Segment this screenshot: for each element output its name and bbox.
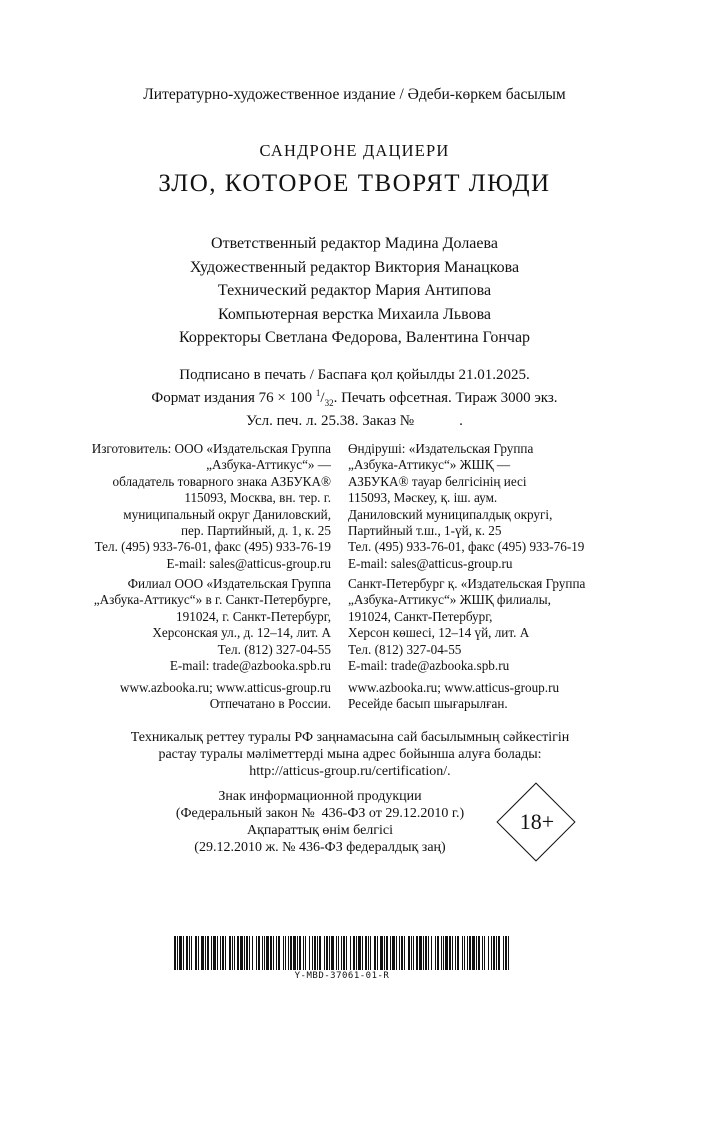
certification-url: http://atticus-group.ru/certification/. [249, 764, 451, 779]
credit-line: Ответственный редактор Мадина Долаева [211, 235, 498, 252]
manufacturer-ru-line: „Азбука-Аттикус“» — [206, 457, 331, 473]
manufacturer-ru-line: обладатель товарного знака АЗБУКА® [112, 473, 331, 489]
author-name: САНДРОНЕ ДАЦИЕРИ [259, 141, 450, 160]
branch-kz-line: Тел. (812) 327-04-55 [348, 641, 462, 657]
format-numerator: 1 [315, 388, 321, 398]
footer-kz [348, 680, 648, 713]
book-title: ЗЛО, КОТОРОЕ ТВОРЯТ ЛЮДИ [158, 170, 551, 197]
manufacturer-ru [60, 441, 331, 572]
credit-line: Компьютерная верстка Михаила Львова [217, 305, 492, 323]
format-suffix: . Печать офсетная. Тираж 3000 экз. [333, 390, 558, 406]
manufacturer-ru-line: пер. Партийный, д. 1, к. 25 [180, 523, 331, 539]
barcode-icon [174, 936, 510, 970]
credit-line: Корректоры Светлана Федорова, Валентина Гончар [178, 329, 531, 346]
age-rating-text: 18+ [519, 809, 555, 834]
certification-note [0, 729, 700, 780]
websites-ru: www.azbooka.ru; www.atticus-group.ru [119, 680, 331, 695]
branch-kz-line: E-mail: trade@azbooka.spb.ru [348, 658, 510, 674]
manufacturer-kz [348, 441, 648, 572]
credit-line: Технический редактор Мария Антипова [217, 282, 492, 299]
info-mark-line: Ақпараттық өнім белгісі [246, 823, 394, 838]
branch-kz-line: Санкт-Петербург қ. «Издательская Группа [348, 576, 586, 591]
branch-ru-line: 191024, г. Санкт-Петербург, [176, 608, 331, 624]
printed-in-kz: Ресейде басып шығарылған. [348, 696, 508, 712]
branch-ru-line: Херсонская ул., д. 12–14, лит. А [152, 625, 331, 641]
age-rating-badge [496, 782, 578, 864]
barcode [174, 936, 510, 986]
certification-line: растау туралы мәліметтерді мына адрес бойынша алуға болады: [158, 747, 542, 762]
manufacturer-kz-line: 115093, Мәскеу, қ. іш. аум. [348, 490, 498, 506]
genre-line: Литературно-художественное издание / Әдеби-көркем басылым [143, 86, 566, 103]
info-product-mark [150, 788, 490, 856]
branch-ru [60, 576, 331, 674]
branch-ru-line: Филиал ООО «Издательская Группа [127, 576, 331, 591]
branch-ru-line: E-mail: trade@azbooka.spb.ru [169, 658, 331, 674]
branch-kz-line: 191024, Санкт-Петербург, [348, 608, 493, 624]
certification-line: Техникалық реттеу туралы РФ заңнамасына сай басылымның сәйкестігін [130, 730, 570, 745]
manufacturer-ru-line: E-mail: sales@atticus-group.ru [166, 555, 331, 571]
info-mark-line: Знак информационной продукции [218, 789, 422, 804]
editorial-credits [0, 232, 709, 350]
barcode-text: Y-MBD-37061-01-R [294, 971, 390, 981]
manufacturer-ru-line: муниципальный округ Даниловский, [123, 506, 331, 522]
manufacturer-kz-line: Даниловский муниципалдық округі, [348, 506, 553, 522]
manufacturer-kz-line: Тел. (495) 933-76-01, факс (495) 933-76-19 [348, 539, 585, 555]
manufacturer-kz-line: Өндіруші: «Издательская Группа [348, 441, 534, 456]
footer-ru [60, 680, 331, 713]
manufacturer-ru-line: Тел. (495) 933-76-01, факс (495) 933-76-19 [94, 539, 331, 555]
manufacturer-ru-line: Изготовитель: ООО «Издательская Группа [91, 441, 331, 456]
format-slash: / [320, 390, 325, 406]
info-mark-line: (Федеральный закон № 436-ФЗ от 29.12.2010 г.) [175, 806, 465, 821]
branch-kz [348, 576, 648, 674]
printing-info [0, 366, 709, 430]
printed-in-ru: Отпечатано в России. [209, 696, 331, 712]
branch-kz-line: Херсон көшесі, 12–14 үй, лит. А [348, 625, 530, 641]
manufacturer-kz-line: Партийный т.ш., 1-үй, к. 25 [348, 523, 502, 539]
format-prefix: Формат издания 76 × 100 [151, 390, 316, 406]
manufacturer-ru-line: 115093, Москва, вн. тер. г. [184, 490, 331, 506]
branch-kz-line: „Азбука-Аттикус“» ЖШҚ филиалы, [348, 592, 551, 608]
manufacturer-kz-line: АЗБУКА® тауар белгісінің иесі [348, 473, 527, 489]
signed-to-print: Подписано в печать / Баспаға қол қойылды 21.01.2025. [179, 367, 530, 383]
format-line [0, 384, 709, 412]
order-line: Усл. печ. л. 25.38. Заказ № . [246, 413, 463, 429]
branch-ru-line: „Азбука-Аттикус“» в г. Санкт-Петербурге, [93, 592, 331, 608]
websites-kz: www.azbooka.ru; www.atticus-group.ru [348, 680, 560, 695]
manufacturer-kz-line: E-mail: sales@atticus-group.ru [348, 555, 513, 571]
manufacturer-kz-line: „Азбука-Аттикус“» ЖШҚ — [348, 457, 511, 473]
credit-line: Художественный редактор Виктория Манацкова [189, 258, 520, 276]
branch-ru-line: Тел. (812) 327-04-55 [217, 641, 331, 657]
format-denominator: 32 [324, 398, 334, 408]
info-mark-line: (29.12.2010 ж. № 436-ФЗ федералдық заң) [194, 840, 446, 855]
